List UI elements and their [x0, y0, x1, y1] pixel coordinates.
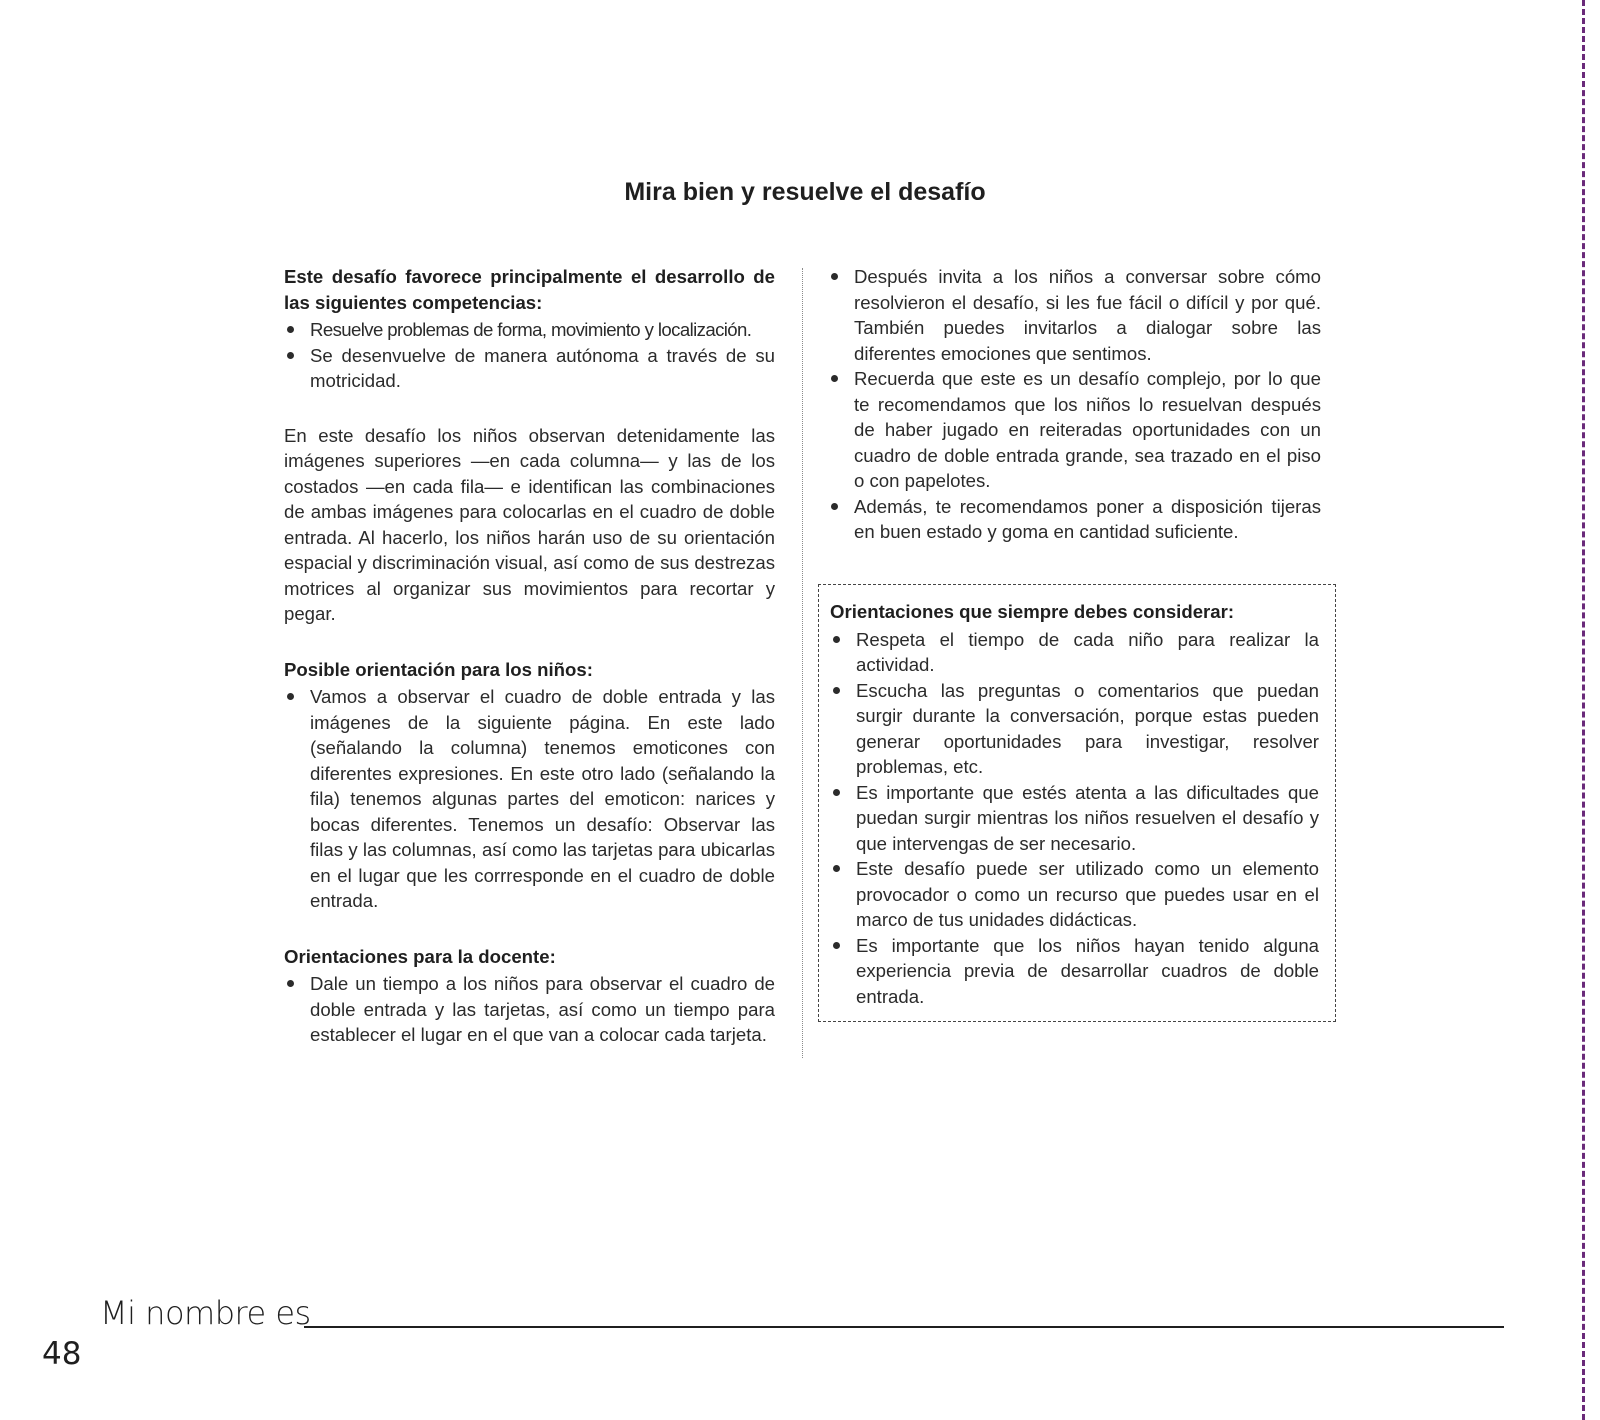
right-list — [828, 264, 1321, 545]
name-write-line[interactable] — [304, 1326, 1504, 1328]
right-column — [828, 264, 1321, 545]
list-item: Dale un tiempo a los niños para observar el cuadro de doble entrada y las tarjetas, así como un tiempo para establecer el lugar en el que van a colocar cada tarjeta. — [284, 971, 775, 1048]
cut-line-dashed — [1582, 0, 1585, 1420]
list-item: Vamos a observar el cuadro de doble entrada y las imágenes de la siguiente página. En este lado (señalando la columna) tenemos emoticones con diferentes expresiones. En este otro lado (señalando la fila) tenemos algunas partes del emoticon: narices y bocas diferentes. Tenemos un desafío: Observar las filas y las columnas, así como las tarjetas para ubicarlas en el lugar que les corrresponde en el cuadro de doble entrada. — [284, 684, 775, 914]
list-item: Recuerda que este es un desafío complejo, por lo que te recomendamos que los niños lo resuelvan después de haber jugado en reiteradas oportunidades con un cuadro de doble entrada grande, sea trazado en el piso o con papelotes. — [828, 366, 1321, 494]
list-item: Resuelve problemas de forma, movimiento y localización. — [284, 317, 775, 343]
competencias-list — [284, 317, 775, 394]
list-item: Escucha las preguntas o comentarios que puedan surgir durante la conversación, porque estas pueden generar oportunidades para investigar, resolver problemas, etc. — [830, 678, 1319, 780]
intro-paragraph: En este desafío los niños observan detenidamente las imágenes superiores —en cada columna— y las de los costados —en cada fila— e identifican las combinaciones de ambas imágenes para colocarlas en el cuadro de doble entrada. Al hacerlo, los niños harán uso de su orientación espacial y discriminación visual, así como de sus destrezas motrices al organizar sus movimientos para recortar y pegar. — [284, 424, 775, 624]
list-item: Se desenvuelve de manera autónoma a través de su motricidad. — [284, 343, 775, 394]
name-label: Mi nombre es — [100, 1294, 311, 1332]
list-item: Respeta el tiempo de cada niño para realizar la actividad. — [830, 627, 1319, 678]
orientaciones-box — [818, 584, 1336, 1022]
page-title: Mira bien y resuelve el desafío — [624, 178, 986, 206]
docente-list — [284, 971, 775, 1048]
page-number: 48 — [42, 1336, 82, 1372]
ninos-list — [284, 684, 775, 914]
docente-heading: Orientaciones para la docente: — [284, 945, 556, 967]
list-item: Después invita a los niños a conversar sobre cómo resolvieron el desafío, si les fue fácil o difícil y por qué. También puedes invitarlos a dialogar sobre las diferentes emociones que sentimos. — [828, 264, 1321, 366]
box-heading: Orientaciones que siempre debes considerar: — [830, 601, 1235, 622]
competencias-heading: Este desafío favorece principalmente el desarrollo de las siguientes competencias: — [284, 266, 775, 313]
list-item: Es importante que los niños hayan tenido alguna experiencia previa de desarrollar cuadros de doble entrada. — [830, 933, 1319, 1010]
column-divider — [802, 268, 803, 1058]
list-item: Además, te recomendamos poner a disposición tijeras en buen estado y goma en cantidad suficiente. — [828, 494, 1321, 545]
list-item: Este desafío puede ser utilizado como un elemento provocador o como un recurso que puedes usar en el marco de tus unidades didácticas. — [830, 856, 1319, 933]
ninos-heading: Posible orientación para los niños: — [284, 658, 593, 680]
box-list — [830, 627, 1319, 1010]
left-column — [284, 264, 775, 1048]
list-item: Es importante que estés atenta a las dificultades que puedan surgir mientras los niños resuelven el desafío y que intervengas de ser necesario. — [830, 780, 1319, 857]
